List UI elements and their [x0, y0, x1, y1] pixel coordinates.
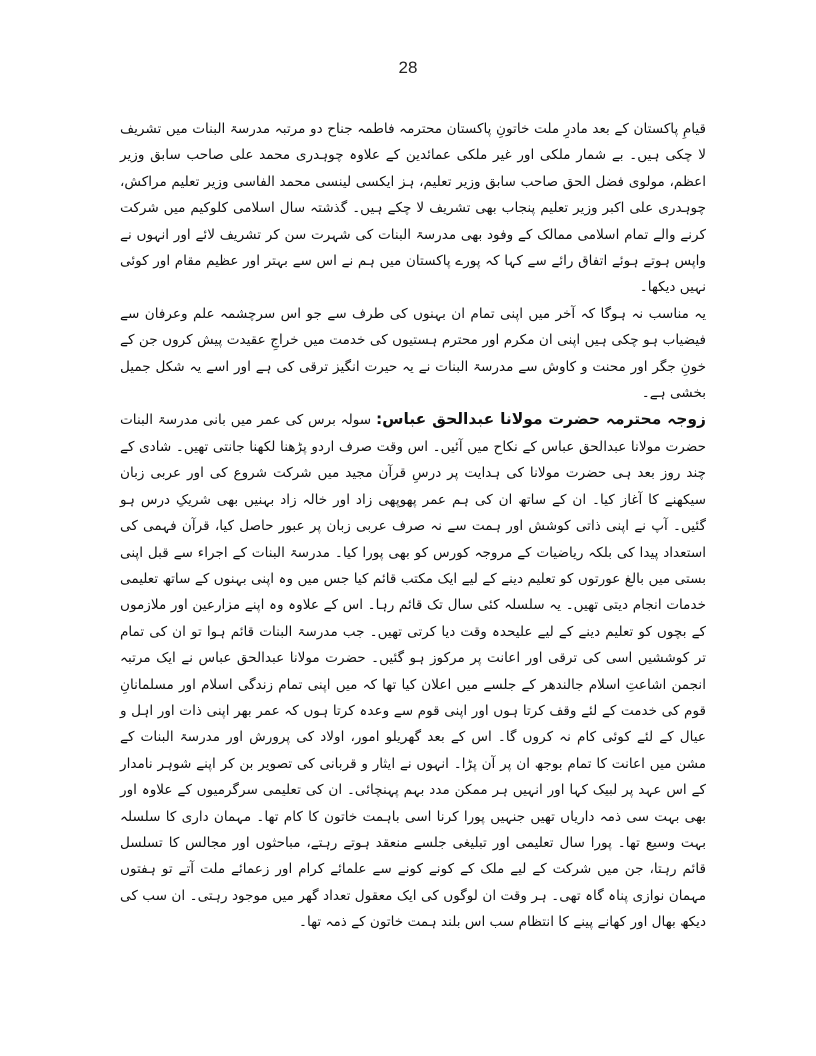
paragraph-biography: [120, 406, 706, 935]
paragraph-tribute: یہ مناسب نہ ہوگا کہ آخر میں اپنی تمام ان بہنوں کی طرف سے جو اس سرچشمہ علم وعرفان سے فیضیاب ہو چکی ہیں اپنی ان مکرم اور محترم ہستیوں کی خدمت میں خراجِ عقیدت پیش کروں جن کے خونِ جگر اور محنت و کاوش سے مدرسۃ البنات نے یہ حیرت انگیز ترقی کی ہے اور اسے یہ شکل جمیل بخشی ہے۔: [120, 305, 706, 402]
section-heading: زوجہ محترمہ حضرت مولانا عبدالحق عباس:: [375, 410, 706, 429]
document-body: [120, 116, 706, 936]
paragraph-visits: قیامِ پاکستان کے بعد مادرِ ملت خاتونِ پاکستان محترمہ فاطمہ جناح دو مرتبہ مدرسۃ البنات میں تشریف لا چکی ہیں۔ بے شمار ملکی اور غیر ملکی عمائدین کے علاوہ چوہدری محمد علی صاحب سابق وزیر اعظم، مولوی فضل الحق صاحب سابق وزیر تعلیم، ہز ایکسی لینسی محمد الفاسی وزیر تعلیم مراکش، چوہدری علی اکبر وزیر تعلیم پنجاب بھی تشریف لا چکے ہیں۔ گذشتہ سال اسلامی کلوکیم میں شرکت کرنے والے تمام اسلامی ممالک کے وفود بھی مدرسۃ البنات کی شہرت سن کر تشریف لائے اور انہوں نے واپس ہوتے ہوئے اتفاق رائے سے کہا کہ پورے پاکستان میں ہم نے اس سے بہتر اور عظیم مقام اور کوئی نہیں دیکھا۔: [120, 121, 706, 296]
page-number: 28: [398, 58, 418, 77]
biography-text: سولہ برس کی عمر میں بانی مدرسۃ البنات حضرت مولانا عبدالحق عباس کے نکاح میں آئیں۔ اس وقت صرف اردو پڑھنا لکھنا جانتی تھیں۔ شادی کے چند روز بعد ہی حضرت مولانا کی ہدایت پر درسِ قرآن مجید میں شرکت شروع کی اور عربی زبان سیکھنے کا آغاز کیا۔ ان کے ساتھ ان کی ہم عمر پھوپھی زاد اور خالہ زاد بہنیں بھی شریکِ درس ہو گئیں۔ آپ نے اپنی ذاتی کوشش اور ہمت سے نہ صرف عربی زبان پر عبور حاصل کیا، قرآن فہمی کی استعداد پیدا کی بلکہ ریاضیات کے مروجہ کورس کو بھی پورا کیا۔ مدرسۃ البنات کے اجراء سے قبل اپنی بستی میں بالغ عورتوں کو تعلیم دینے کے لیے ایک مکتب قائم کیا جس میں وہ اپنی بہنوں کے ساتھ تعلیمی خدمات انجام دیتی تھیں۔ یہ سلسلہ کئی سال تک قائم رہا۔ اس کے علاوہ وہ اپنے مزارعین اور ملازموں کے بچوں کو تعلیم دینے کے لیے علیحدہ وقت دیا کرتی تھیں۔ جب مدرسۃ البنات قائم ہوا تو ان کی تمام تر کوششیں اسی کی ترقی اور اعانت پر مرکوز ہو گئیں۔ حضرت مولانا عبدالحق عباس نے ایک مرتبہ انجمن اشاعتِ اسلام جالندھر کے جلسے میں اعلان کیا تھا کہ میں اپنی تمام زندگی اسلام اور مسلمانانِ قوم کی خدمت کے لئے وقف کرتا ہوں اور اپنی قوم سے وعدہ کرتا ہوں کہ عمر بھر اپنی ذات اور اہل و عیال کے لئے کوئی کام نہ کروں گا۔ اس کے بعد گھریلو امور، اولاد کی پرورش اور مدرسۃ البنات کے مشن میں اعانت کا تمام بوجھ ان پر آن پڑا۔ انہوں نے ایثار و قربانی کی تصویر بن کر اپنے شوہر نامدار کے اس عہد پر لبیک کہا اور انہیں ہر ممکن مدد بہم پہنچائی۔ ان کی تعلیمی سرگرمیوں کے علاوہ اور بھی بہت سی ذمہ داریاں تھیں جنہیں پورا کرنا اسی باہمت خاتون کا کام تھا۔ مہمان داری کا سلسلہ بہت وسیع تھا۔ پورا سال تعلیمی اور تبلیغی جلسے منعقد ہوتے رہتے، مباحثوں اور مجالس کا تسلسل قائم رہتا، جن میں شرکت کے لیے ملک کے کونے کونے سے علمائے کرام اور زعمائے ملت آتے تو ہفتوں مہمان نوازی پناہ گاہ تھی۔ ہر وقت ان لوگوں کی ایک معقول تعداد گھر میں موجود رہتی۔ ان سب کی دیکھ بھال اور کھانے پینے کا انتظام سب اس بلند ہمت خاتون کے ذمہ تھا۔: [120, 412, 706, 931]
